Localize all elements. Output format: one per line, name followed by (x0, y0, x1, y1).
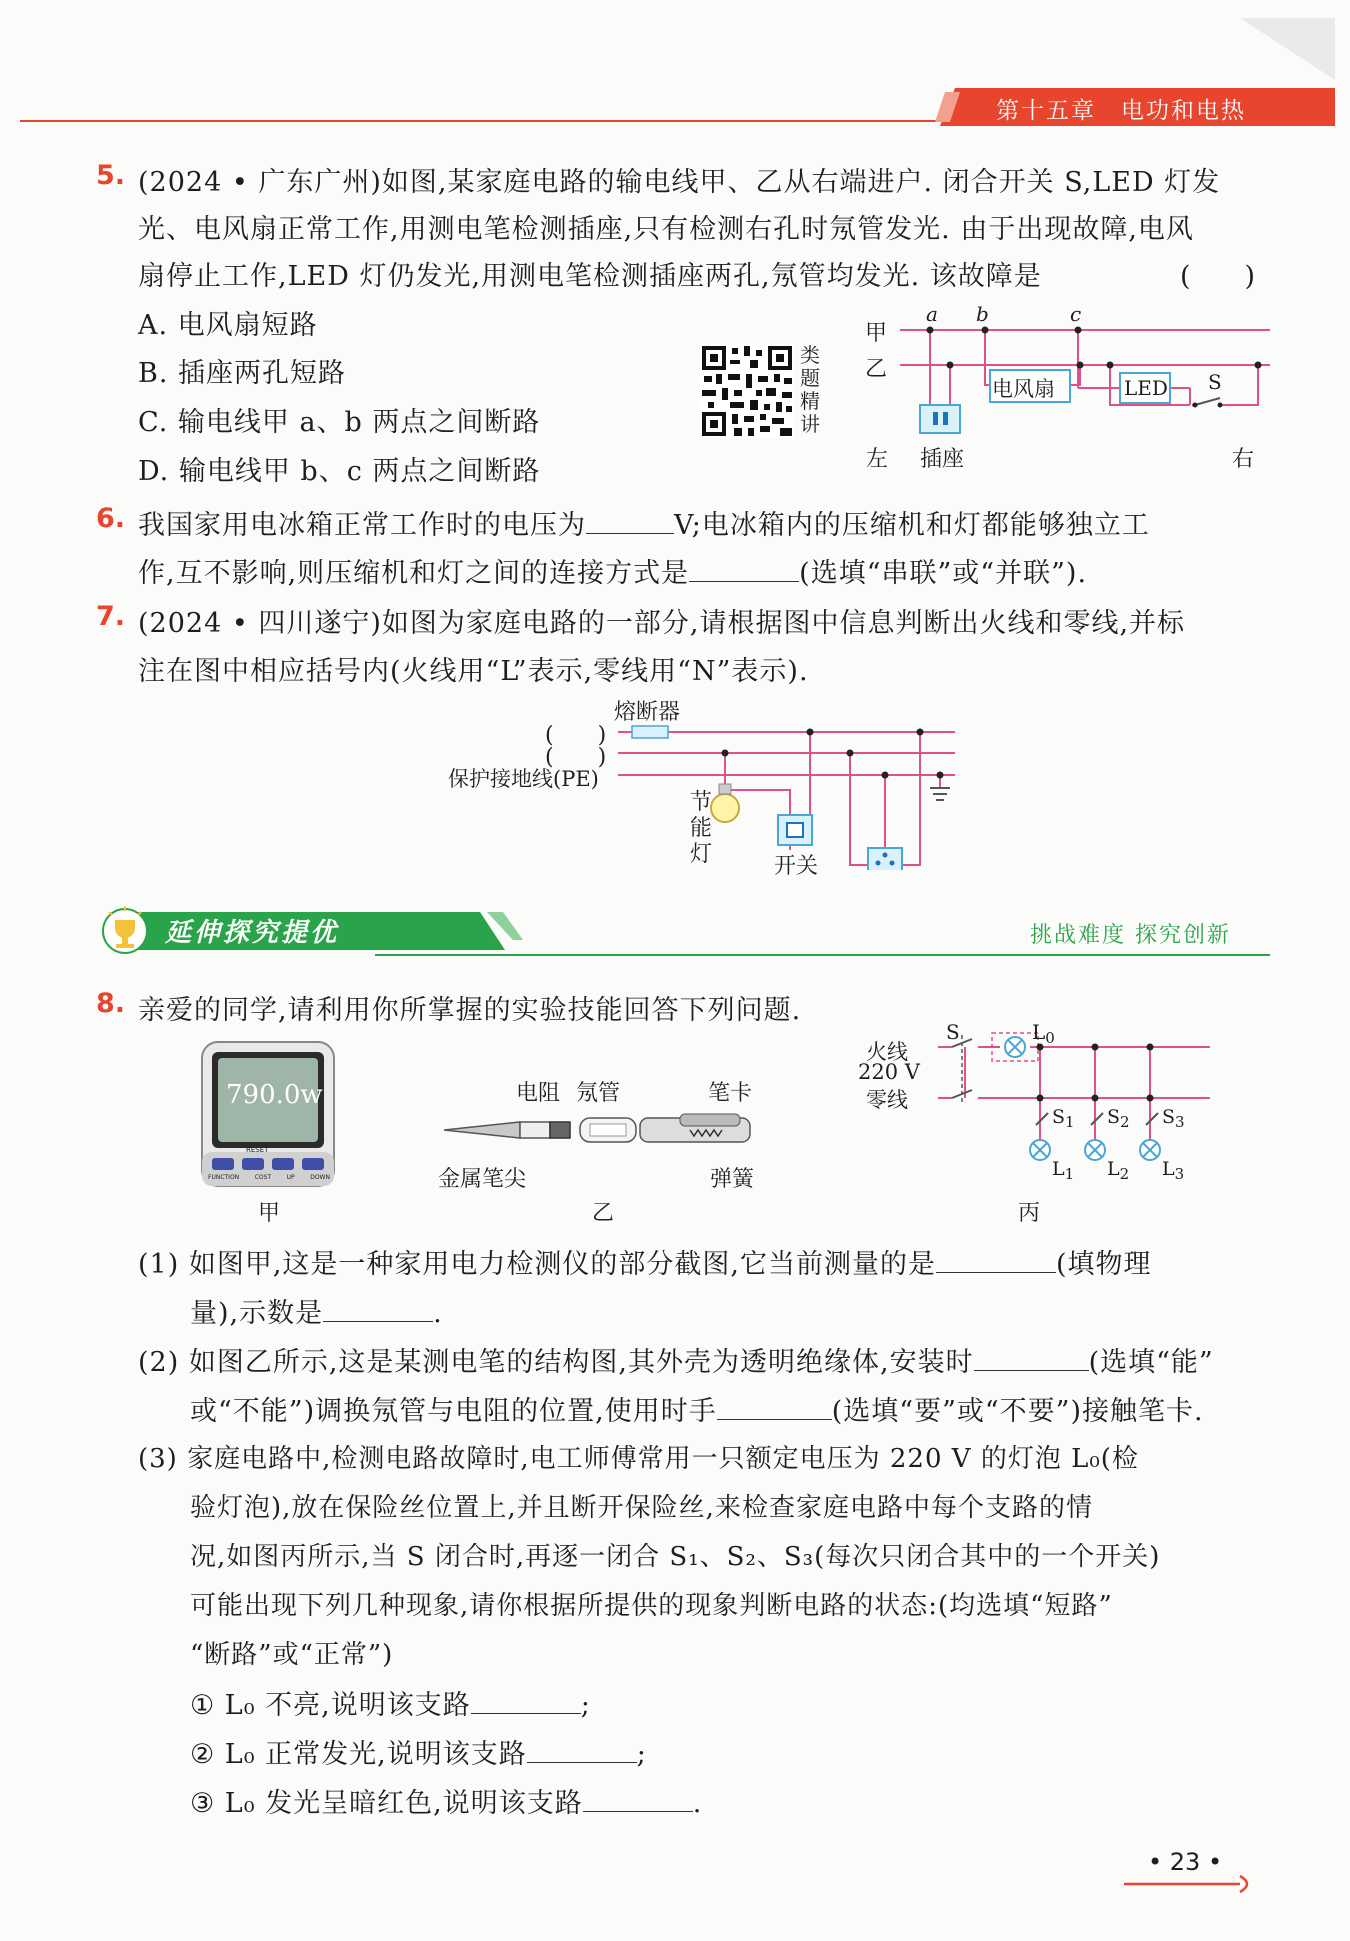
live-wire-label: 火线 (866, 1040, 908, 1064)
q8-blank-state-2[interactable] (527, 1736, 637, 1763)
q7-line-2: 注在图中相应括号内(火线用“L”表示,零线用“N”表示). (138, 656, 809, 687)
voltage-label: 220 V (858, 1060, 920, 1084)
q8-part3-item-2: ② L₀ 正常发光,说明该支路 ; (190, 1732, 647, 1771)
q8-blank-touch[interactable] (717, 1393, 832, 1420)
switch-s-label: S (1208, 370, 1222, 394)
footer-decoration (1120, 1872, 1260, 1902)
page-number: • 23 • (1148, 1848, 1223, 1876)
q5-line-1: (2024 • 广东广州)如图,某家庭电路的输电线甲、乙从右端进户. 闭合开关 S,LED 灯发 (138, 167, 1221, 198)
question-8-number: 8. (96, 988, 126, 1019)
figure-bing-label: 丙 (1018, 1201, 1041, 1226)
q6-blank-voltage[interactable] (586, 507, 674, 534)
question-5-number: 5. (96, 160, 126, 191)
q8-blank-state-1[interactable] (471, 1687, 581, 1714)
q5-option-c[interactable]: C. 输电线甲 a、b 两点之间断路 (138, 407, 541, 438)
resistor-label: 电阻 (516, 1081, 561, 1106)
spring-label: 弹簧 (710, 1167, 755, 1192)
q6-line-1: 我国家用电冰箱正常工作时的电压为 V;电冰箱内的压缩机和灯都能够独立工 (138, 503, 1150, 542)
switch-s1-label: $S_1$ (1052, 1106, 1075, 1131)
switch-s2-label: $S_2$ (1107, 1106, 1130, 1131)
switch-label: 开关 (774, 854, 819, 879)
point-a-label: a (926, 302, 938, 326)
figure-yi-label: 乙 (592, 1201, 615, 1226)
q8-blank-state-3[interactable] (583, 1785, 693, 1812)
chapter-label: 第十五章 电功和电热 (996, 98, 1246, 124)
right-label: 右 (1232, 447, 1255, 472)
switch-s3-label: $S_3$ (1162, 1106, 1185, 1131)
lamp-l2-label: $L_2$ (1107, 1158, 1130, 1183)
q8-part3-line-3: 况,如图丙所示,当 S 闭合时,再逐一闭合 S₁、S₂、S₃(每次只闭合其中的一个开关) (190, 1542, 1161, 1572)
wire-yi-label: 乙 (865, 357, 888, 382)
q8-intro: 亲爱的同学,请利用你所掌握的实验技能回答下列问题. (138, 995, 802, 1026)
q5-answer-bracket[interactable]: ( ) (1180, 261, 1256, 292)
q8-blank-quantity[interactable] (936, 1246, 1056, 1273)
q8-blank-swap[interactable] (974, 1344, 1089, 1371)
lamp-l1-label: $L_1$ (1052, 1158, 1075, 1183)
point-c-label: c (1070, 302, 1082, 326)
q8-part1-line-2: 量),示数是 . (190, 1291, 443, 1330)
neon-tube-label: 氖管 (576, 1081, 621, 1106)
q8-part3-line-5: “断路”或“正常”) (190, 1640, 394, 1670)
question-7-number: 7. (96, 601, 126, 632)
socket-label: 插座 (920, 447, 965, 472)
question-6-number: 6. (96, 503, 126, 534)
power-meter-figure (198, 1040, 338, 1190)
main-switch-label: S (946, 1020, 960, 1044)
q5-line-3: 扇停止工作,LED 灯仍发光,用测电笔检测插座两孔,氖管均发光. 该故障是 (138, 261, 1042, 292)
q5-line-2: 光、电风扇正常工作,用测电笔检测插座,只有检测右孔时氖管发光. 由于出现故障,电风 (138, 214, 1194, 245)
q8-part3-line-1: (3) 家庭电路中,检测电路故障时,电工师傅常用一只额定电压为 220 V 的灯泡 L₀(检 (138, 1444, 1139, 1474)
metal-tip-label: 金属笔尖 (438, 1167, 527, 1192)
q8-part3-line-2: 验灯泡),放在保险丝位置上,并且断开保险丝,来检查家庭电路中每个支路的情 (190, 1493, 1093, 1523)
power-meter-reading: 790.0w (226, 1080, 323, 1110)
pe-label: 保护接地线(PE) (448, 767, 599, 791)
qr-code[interactable] (700, 344, 794, 438)
q7-line-1: (2024 • 四川遂宁)如图为家庭电路的一部分,请根据图中信息判断出火线和零线,并标 (138, 608, 1186, 639)
q8-part3-line-4: 可能出现下列几种现象,请你根据所提供的现象判断电路的状态:(均选填“短路” (190, 1591, 1113, 1621)
test-pen-figure (440, 1100, 780, 1160)
point-b-label: b (976, 302, 989, 326)
q8-part3-item-1: ① L₀ 不亮,说明该支路 ; (190, 1683, 591, 1722)
section-slogan: 挑战难度 探究创新 (1030, 923, 1231, 948)
fuse-label: 熔断器 (614, 700, 681, 725)
led-label: LED (1124, 376, 1168, 400)
left-label: 左 (866, 447, 889, 472)
q7-paren-1[interactable]: ( ) (545, 723, 607, 748)
section-title: 延伸探究提优 (165, 918, 340, 948)
fan-label: 电风扇 (992, 377, 1055, 401)
q8-part1-line-1: (1) 如图甲,这是一种家用电力检测仪的部分截图,它当前测量的是 (填物理 (138, 1242, 1152, 1281)
q5-option-a[interactable]: A. 电风扇短路 (138, 310, 318, 341)
power-meter-buttons: FUNCTION COST UP DOWN (208, 1174, 330, 1181)
q8-part2-line-2: 或“不能”)调换氖管与电阻的位置,使用时手 (选填“要”或“不要”)接触笔卡. (190, 1389, 1204, 1428)
q8-blank-reading[interactable] (323, 1295, 433, 1322)
pen-clip-label: 笔卡 (708, 1081, 753, 1106)
q6-line-2: 作,互不影响,则压缩机和灯之间的连接方式是 (选填“串联”或“并联”). (138, 551, 1087, 590)
power-meter-reset: RESET (246, 1146, 269, 1154)
q8-part2-line-1: (2) 如图乙所示,这是某测电笔的结构图,其外壳为透明绝缘体,安装时 (选填“能” (138, 1340, 1214, 1379)
q8-part3-item-3: ③ L₀ 发光呈暗红色,说明该支路 . (190, 1781, 702, 1820)
q6-blank-connection[interactable] (689, 555, 799, 582)
figure-jia-label: 甲 (258, 1201, 281, 1226)
qr-caption: 类 题 精 讲 (800, 343, 820, 436)
lamp-l3-label: $L_3$ (1162, 1158, 1185, 1183)
q7-paren-2[interactable]: ( ) (545, 745, 607, 770)
neutral-wire-label: 零线 (866, 1088, 908, 1112)
q5-option-d[interactable]: D. 输电线甲 b、c 两点之间断路 (138, 456, 541, 487)
wire-jia-label: 甲 (865, 321, 888, 346)
q5-option-b[interactable]: B. 插座两孔短路 (138, 358, 347, 389)
lamp-label: 节 能 灯 (690, 790, 713, 867)
lamp-l0-label: $L_0$ (1032, 1020, 1055, 1047)
